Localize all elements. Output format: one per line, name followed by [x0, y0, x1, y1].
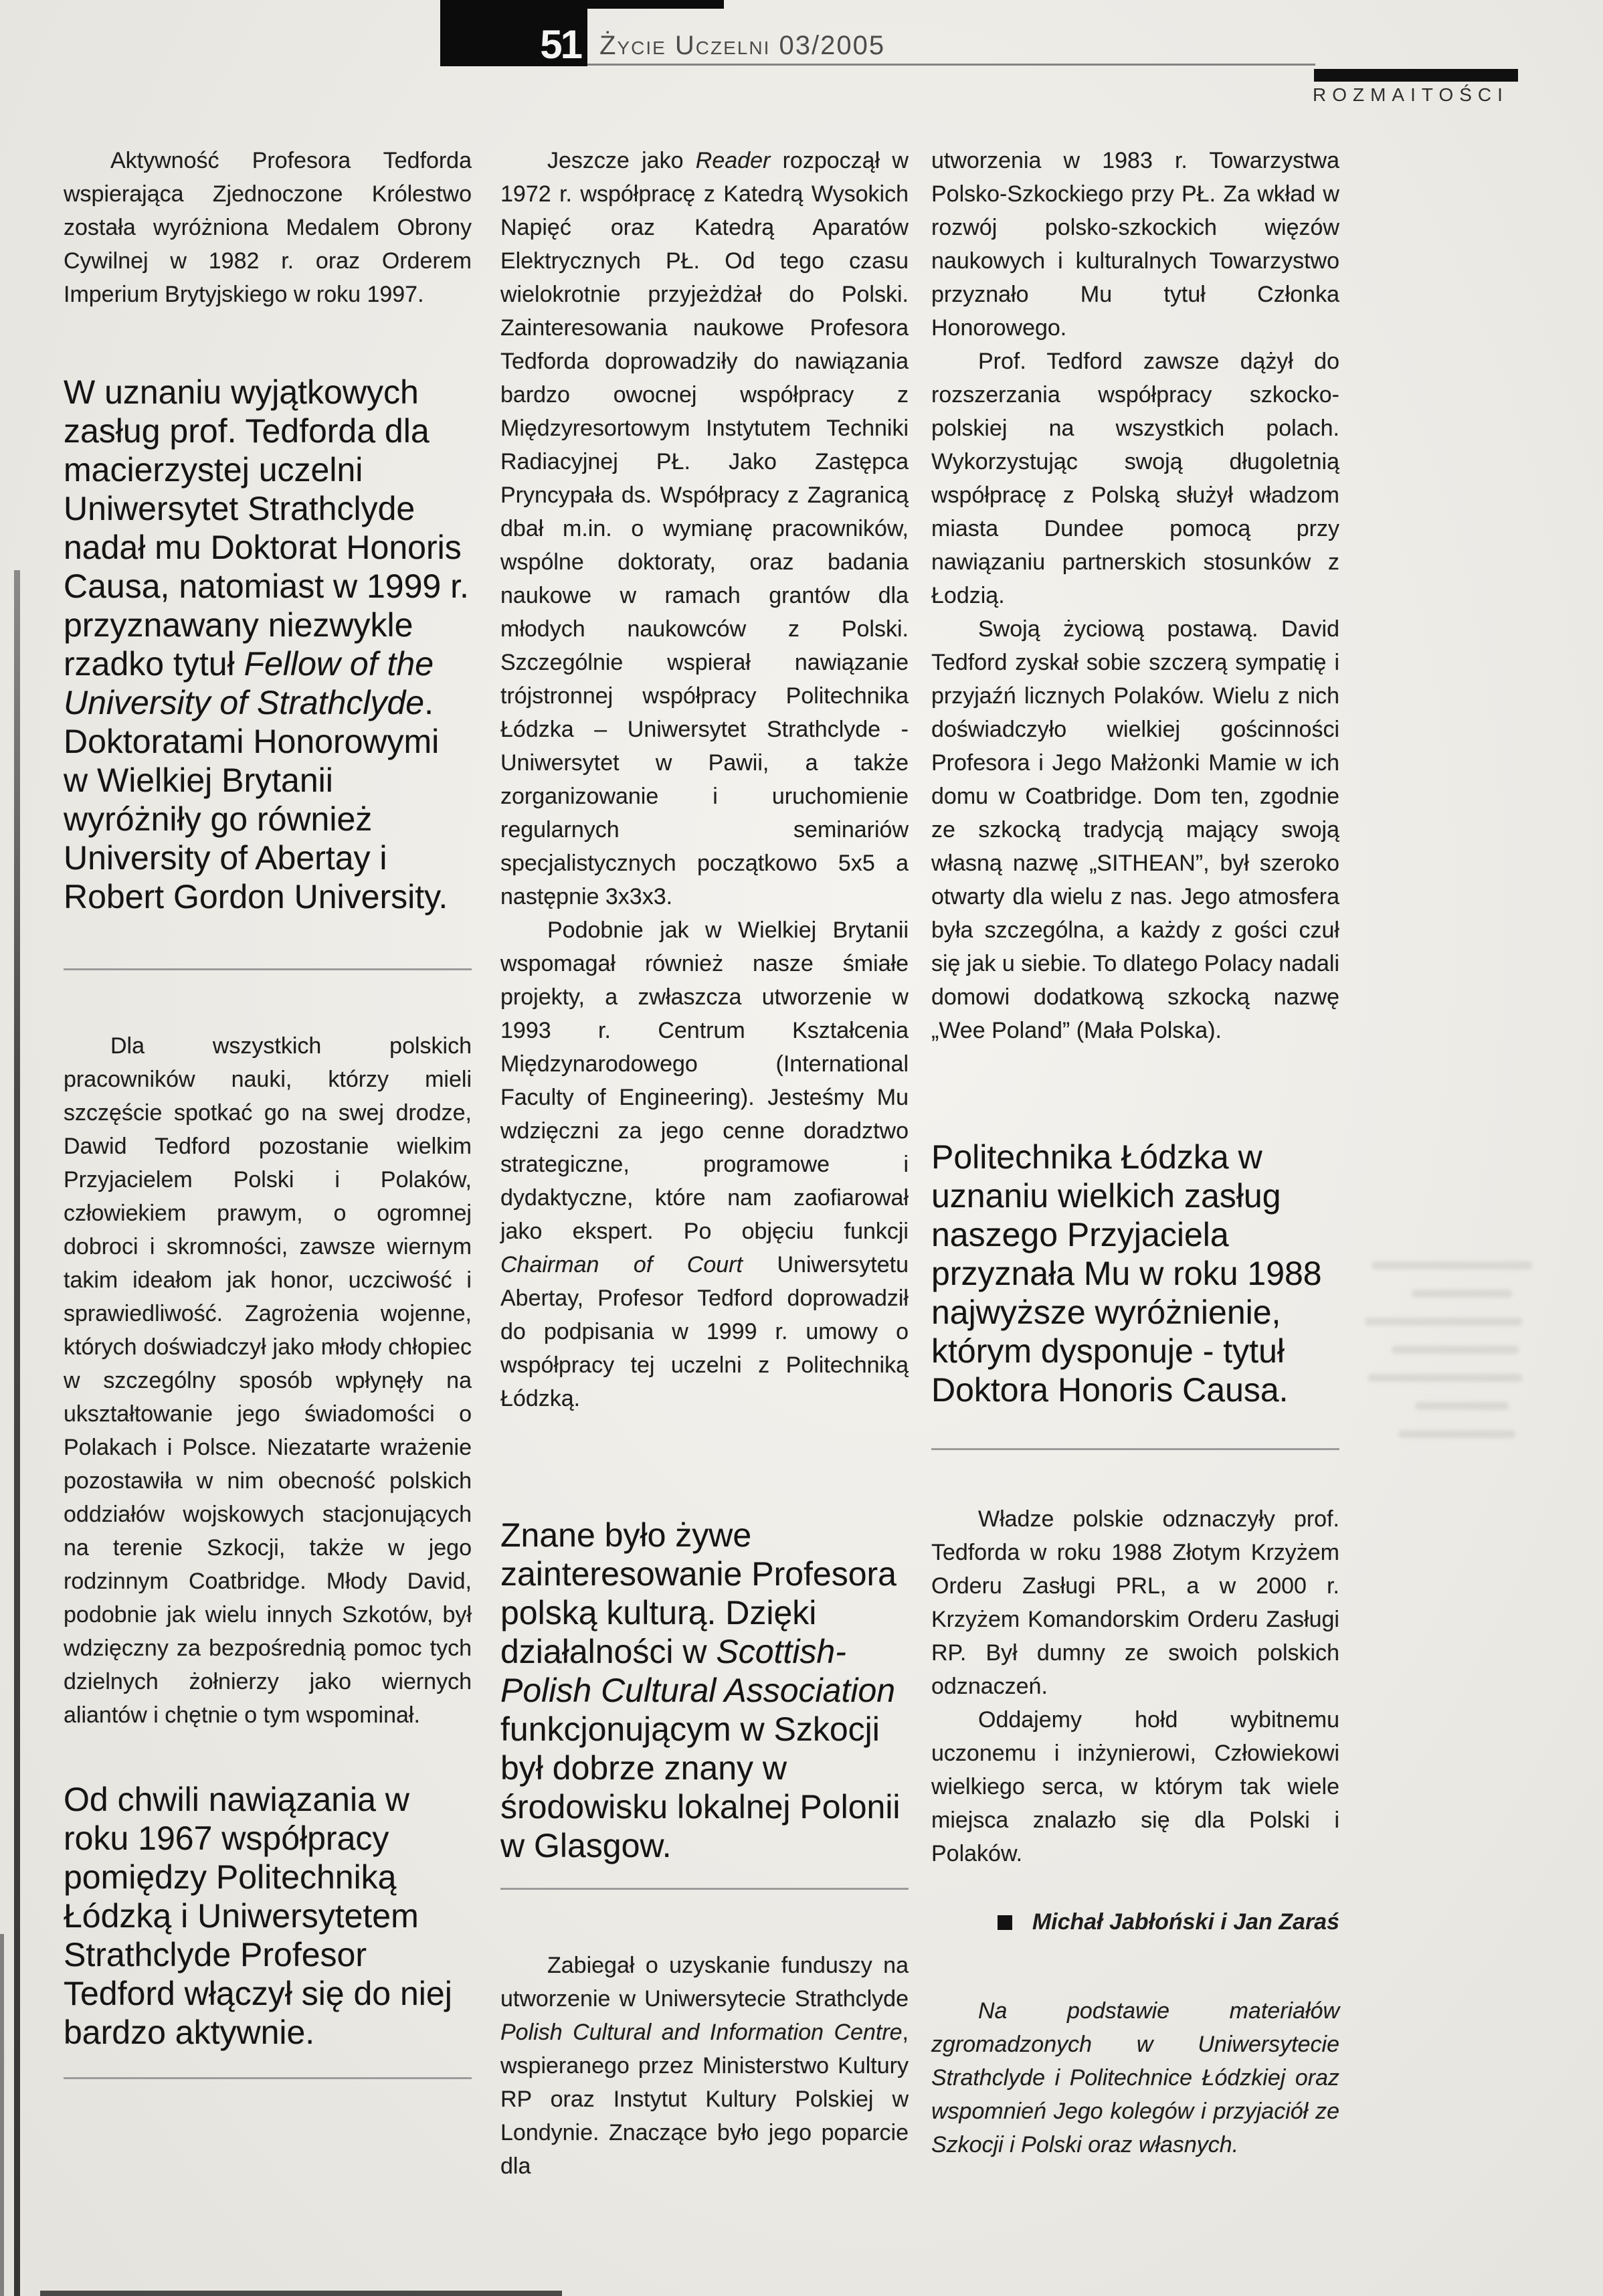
paragraph-ife-1993 [500, 913, 909, 1415]
scan-bottom-smear [40, 2291, 562, 2296]
headline-text: . Doktoratami Honorowymi w Wielkiej Brytanii wyróżniły go również University of Abertay i Robert Gordon University. [64, 684, 448, 915]
paragraph-society-1983: utworzenia w 1983 r. Towarzystwa Polsko-Szkockiego przy PŁ. Za wkład w rozwój polsko-szkockich więzów naukowych i kulturalnych Towarzystwo przyznało Mu tytuł Członka Honorowego. [931, 148, 1339, 341]
paragraph-text: Jeszcze jako [547, 148, 696, 173]
column-2 [500, 144, 909, 2183]
paragraph-reader-1972 [500, 144, 909, 913]
paragraph-text: rozpoczął w 1972 r. współpracę z Katedrą Wysokich Napięć oraz Katedrą Aparatów Elektrycznych PŁ. Od tego czasu wielokrotnie przyjeżdżał do Polski. Zainteresowania naukowe Profesora Tedforda doprowadziły do nawiązania bardzo owocnej współpracy z Międzyresortowym Instytutem Techniki Radiacyjnej PŁ. Jako Zastępca Pryncypała ds. Współpracy z Zagranicą dbał m.in. o wymianę pracowników, wspólne doktoraty, oraz badania naukowe w ramach grantów dla młodych naukowców z Polski. Szczególnie wspierał nawiązanie trójstronnej współpracy Politechnika Łódzka – Uniwersytet Strathclyde - Uniwersytet w Pawii, a także zorganizowanie i uruchomienie regularnych seminariów specjalistycznych początkowo 5x5 a następnie 3x3x3. [500, 148, 909, 909]
journal-title: Życie Uczelni 03/2005 [599, 31, 886, 60]
paragraph-text: Zabiegał o uzyskanie funduszy na utworzenie w Uniwersytecie Strathclyde [500, 1953, 909, 2012]
paragraph-text: , wspieranego przez Ministerstwo Kultury RP oraz Instytut Kultury Polskiej w Londynie. Znaczące było jego poparcie dla [500, 2020, 909, 2179]
section-label: ROZMAITOŚCI [1313, 84, 1509, 105]
page-number: 51 [540, 22, 581, 67]
bleed-through-ghost-text [1351, 1261, 1532, 1458]
paragraph-friend-of-poland: Dla wszystkich polskich pracowników nauki, którzy mieli szczęście spotkać go na swej drodze, Dawid Tedford pozostanie wielkim Przyjacielem Polski i Polaków, człowiekiem prawym, o ogromnej dobroci i skromności, zawsze wiernym takim ideałom jak honor, uczciwość i sprawiedliwość. Zagrożenia wojenne, których doświadczył jako młody chłopiec w szczególny sposób wpłynęły na ukształtowanie jego świadomości o Polakach i Polsce. Niezatarte wrażenie pozostawiła w nim obecność polskich oddziałów wojskowych stacjonujących na terenie Szkocji, także w jego rodzinnym Coatbridge. Młody David, podobnie jak wielu innych Szkotów, był wdzięczny za bezpośrednią pomoc tych dzielnych żołnierzy jako wiernych aliantów i chętnie o tym wspominał. [64, 1033, 472, 1728]
paragraph-awards-uk: Aktywność Profesora Tedforda wspierająca Zjednoczone Królestwo została wyróżniona Medalem Obrony Cywilnej w 1982 r. oraz Orderem Imperium Brytyjskiego w roku 1997. [64, 148, 472, 307]
source-footnote: Na podstawie materiałów zgromadzonych w Uniwersytecie Strathclyde i Politechnice Łódzkiej oraz wspomnień Jego kolegów i przyjaciół ze Szkocji i Polski oraz własnych. [931, 1998, 1339, 2157]
headline-text: funkcjonującym w Szkocji był dobrze znany w środowisku lokalnej Polonii w Glasgow. [500, 1710, 901, 1864]
headline-polish-culture [500, 1516, 909, 1865]
byline-authors: Michał Jabłoński i Jan Zaraś [1032, 1909, 1339, 1935]
headline-tul-1988: Politechnika Łódzka w uznaniu wielkich zasług naszego Przyjaciela przyznała Mu w roku 1988 najwyższe wyróżnienie, którym dysponuje - tytuł Doktora Honoris Causa. [931, 1138, 1322, 1409]
paragraph-italic: Chairman of Court [500, 1252, 743, 1277]
column-rule [64, 968, 472, 970]
paragraph-italic: Polish Cultural and Information Centre [500, 2020, 903, 2045]
headline-text: Znane było żywe zainteresowanie Profesora polską kulturą. Dzięki działalności w [500, 1516, 897, 1670]
scan-spine-line [14, 570, 20, 2296]
byline-square-icon [998, 1915, 1012, 1930]
paragraph-tribute: Oddajemy hołd wybitnemu uczonemu i inżynierowi, Człowiekowi wielkiego serca, w którym tak wiele miejsca znalazło się dla Polski i Polaków. [931, 1707, 1339, 1866]
column-rule [64, 2077, 472, 2079]
paragraph-cultural-centre [500, 1949, 909, 2183]
headline-text: W uznaniu wyjątkowych zasług prof. Tedforda dla macierzystej uczelni Uniwersytet Strathclyde nadał mu Doktorat Honoris Causa, natomiast w 1999 r. przyznawany niezwykle rzadko tytuł [64, 373, 469, 683]
paragraph-text: Podobnie jak w Wielkiej Brytanii wspomagał również nasze śmiałe projekty, a zwłaszcza utworzenie w 1993 r. Centrum Kształcenia Międzynarodowego (International Faculty of Engineering). Jesteśmy Mu wdzięczni za jego cenne doradztwo strategiczne, programowe i dydaktyczne, które nam zaofiarował jako ekspert. Po objęciu funkcji [500, 917, 909, 1244]
headline-italic: Scottish-Polish Cultural Association [500, 1633, 896, 1709]
section-bar [1314, 69, 1518, 82]
header-rule [587, 64, 1315, 66]
scan-edge-shadow [0, 1934, 4, 2296]
column-1 [64, 144, 472, 2079]
headline-honoris-causa [64, 373, 472, 916]
paragraph-polish-decorations: Władze polskie odznaczyły prof. Tedforda w roku 1988 Złotym Krzyżem Orderu Zasługi PRL, a w 2000 r. Krzyżem Komandorskim Orderu Zasługi RP. Był dumny ze swoich polskich odznaczeń. [931, 1506, 1339, 1699]
paragraph-sithean: Swoją życiową postawą. David Tedford zyskał sobie szczerą sympatię i przyjaźń licznych Polaków. Wielu z nich doświadczyło wielkiej gościnności Profesora i Jego Małżonki Mamie w ich domu w Coatbridge. Dom ten, zgodnie ze szkocką tradycją mający swoją własną nazwę „SITHEAN”, był szeroko otwarty dla wielu z nas. Jego atmosfera była szczególna, a każdy z gości czuł się jak u siebie. To dlatego Polacy nadali domowi dodatkową szkocką nazwę „Wee Poland” (Mała Polska). [931, 616, 1339, 1043]
column-rule [500, 1888, 909, 1890]
headline-cooperation-1967: Od chwili nawiązania w roku 1967 współpracy pomiędzy Politechniką Łódzką i Uniwersytetem Strathclyde Profesor Tedford włączył się do niej bardzo aktywnie. [64, 1781, 452, 2051]
byline [931, 1909, 1339, 1935]
page-number-box [440, 0, 587, 66]
column-3 [931, 144, 1339, 2161]
paragraph-text: Uniwersytetu Abertay, Profesor Tedford doprowadził do podpisania w 1999 r. umowy o współpracy tej uczelni z Politechniką Łódzką. [500, 1252, 909, 1411]
paragraph-italic: Reader [695, 148, 771, 173]
paragraph-dundee: Prof. Tedford zawsze dążył do rozszerzania współpracy szkocko-polskiej na wszystkich polach. Wykorzystując swoją długoletnią współpracę z Polską służył władzom miasta Dundee pomocą przy nawiązaniu partnerskich stosunków z Łodzią. [931, 349, 1339, 608]
headline-italic: Fellow of the University of Strathclyde [64, 645, 434, 721]
column-rule [931, 1448, 1339, 1450]
